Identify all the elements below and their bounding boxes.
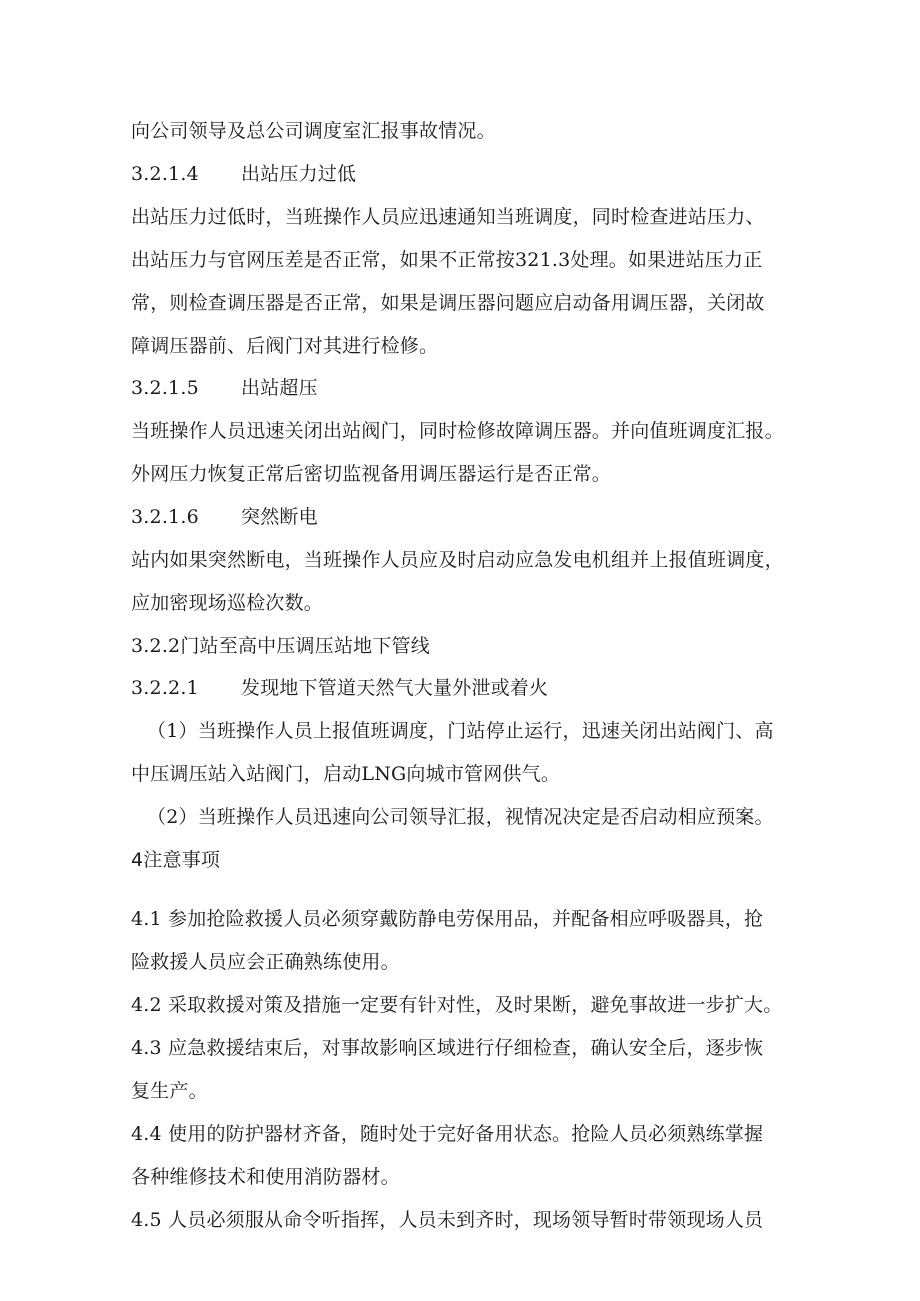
- list-item: （1）当班操作人员上报值班调度，门站停止运行，迅速关闭出站阀门、高: [147, 720, 774, 742]
- text-line: 站内如果突然断电，当班操作人员应及时启动应急发电机组并上报值班调度，: [131, 549, 784, 571]
- text-line: 4.4 使用的防护器材齐备，随时处于完好备用状态。抢险人员必须熟练掌握: [131, 1123, 764, 1145]
- subsection-heading: 3.2.2门站至高中压调压站地下管线: [131, 635, 430, 657]
- text-line: 常，则检查调压器是否正常，如果是调压器问题应启动备用调压器，关闭故: [131, 292, 765, 314]
- section-number: 3.2.1.5: [131, 377, 199, 399]
- text-line: 外网压力恢复正常后密切监视备用调压器运行是否正常。: [131, 463, 612, 485]
- text-line: 4.2 采取救援对策及措施一定要有针对性，及时果断，避免事故进一步扩大。: [131, 994, 783, 1016]
- list-item: （2）当班操作人员迅速向公司领导汇报，视情况决定是否启动相应预案。: [147, 806, 774, 828]
- text-line: 当班操作人员迅速关闭出站阀门，同时检修故障调压器。并向值班调度汇报。: [131, 420, 784, 442]
- text-line: 应加密现场巡检次数。: [131, 592, 324, 614]
- section-heading: [131, 376, 318, 400]
- text-line: 险救援人员应会正确熟练使用。: [131, 951, 400, 973]
- text-line: 4.5 人员必须服从命令听指挥，人员未到齐时，现场领导暂时带领现场人员: [131, 1209, 764, 1231]
- section-heading: [131, 162, 356, 186]
- section-heading: [131, 676, 548, 700]
- section-number: 3.2.2.1: [131, 677, 199, 699]
- text-line: 出站压力过低时，当班操作人员应迅速通知当班调度，同时检查进站压力、: [131, 206, 765, 228]
- text-line: 向公司领导及总公司调度室汇报事故情况。: [131, 120, 496, 142]
- section-heading: [131, 505, 318, 529]
- section-number: 3.2.1.6: [131, 506, 199, 528]
- section-title: 出站超压: [241, 377, 318, 399]
- text-line: 各种维修技术和使用消防器材。: [131, 1166, 400, 1188]
- text-line: 4.3 应急救援结束后，对事故影响区域进行仔细检查，确认安全后，逐步恢: [131, 1037, 764, 1059]
- section-title: 出站压力过低: [241, 163, 357, 185]
- text-line: 4.1 参加抢险救援人员必须穿戴防静电劳保用品，并配备相应呼吸器具，抢: [131, 908, 764, 930]
- section-number: 3.2.1.4: [131, 163, 199, 185]
- section-title: 发现地下管道天然气大量外泄或着火: [241, 677, 549, 699]
- text-line: 障调压器前、后阀门对其进行检修。: [131, 335, 439, 357]
- chapter-heading: 4注意事项: [131, 849, 221, 871]
- section-title: 突然断电: [241, 506, 318, 528]
- text-line: 复生产。: [131, 1080, 208, 1102]
- text-line: 出站压力与官网压差是否正常，如果不正常按321.3处理。如果进站压力正: [131, 249, 763, 271]
- text-line: 中压调压站入站阀门，启动LNG向城市管网供气。: [131, 763, 561, 785]
